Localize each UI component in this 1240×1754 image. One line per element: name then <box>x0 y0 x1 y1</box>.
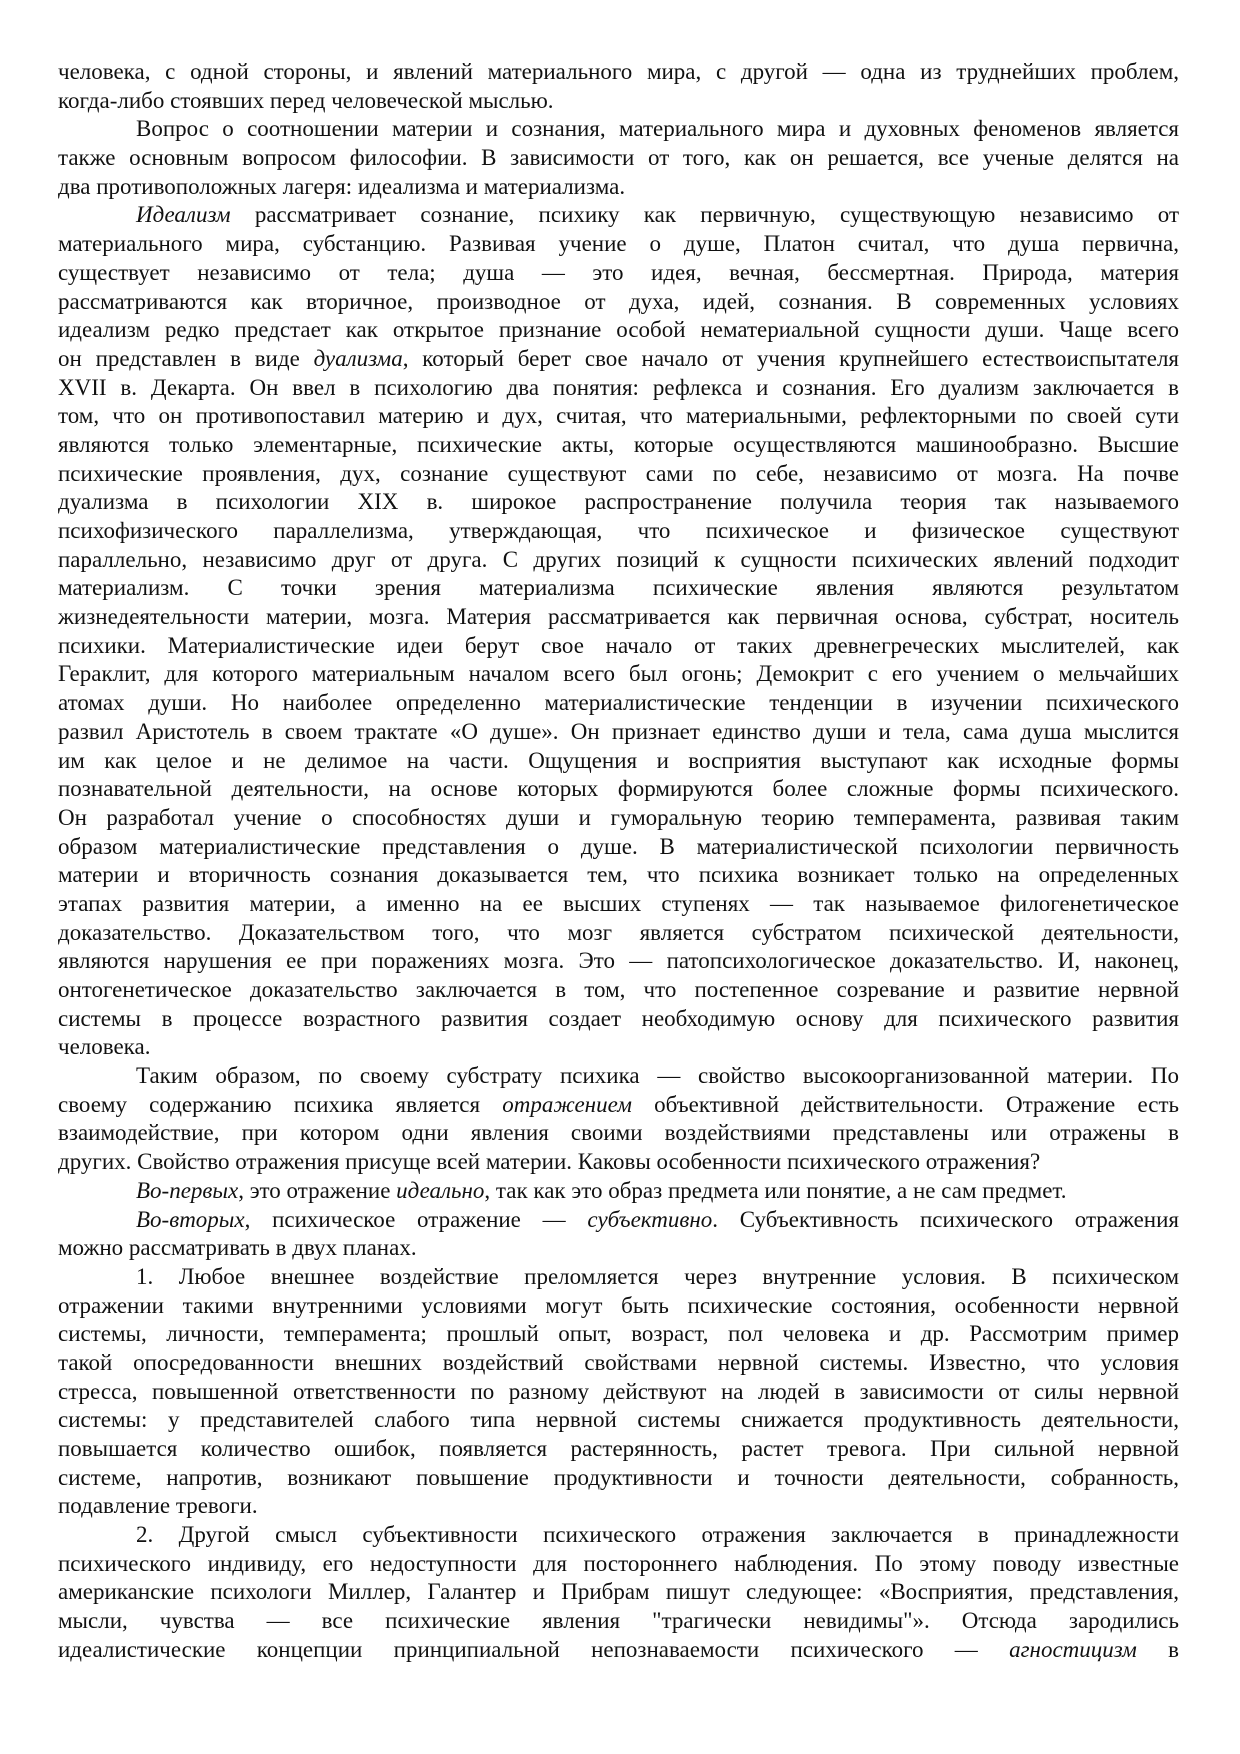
text-line <box>58 890 1179 919</box>
text-line <box>58 603 1179 632</box>
text-run: психического индивиду, его недоступности для постороннего наблюдения. По этому поводу известные <box>58 1550 1179 1576</box>
text-line <box>58 947 1179 976</box>
text-run: доказательство. Доказательством того, что мозг является субстратом психической деятельности, <box>58 919 1179 945</box>
text-line <box>58 1492 1179 1521</box>
text-line <box>58 488 1179 517</box>
italic-term: Во-первых <box>136 1177 239 1203</box>
text-run: им как целое и не делимое на части. Ощущения и восприятия выступают как исходные формы <box>58 747 1179 773</box>
text-run: системы: у представителей слабого типа нервной системы снижается продуктивность деятельности, <box>58 1407 1179 1433</box>
text-line <box>58 804 1179 833</box>
text-run: других. Свойство отражения присуще всей материи. Каковы особенности психического отражения? <box>58 1149 1041 1175</box>
text-run: Таким образом, по своему субстрату психика — свойство высокоорганизованной материи. По <box>136 1063 1179 1089</box>
text-line <box>58 402 1179 431</box>
text-line <box>58 861 1179 890</box>
text-line <box>58 230 1179 259</box>
text-line <box>58 1378 1179 1407</box>
text-run: 1. Любое внешнее воздействие преломляется через внутренние условия. В психическом <box>136 1263 1179 1289</box>
text-line <box>58 259 1179 288</box>
text-line <box>58 1636 1179 1665</box>
text-run: мысли, чувства — все психические явления "трагически невидимы"». Отсюда зародились <box>58 1608 1179 1634</box>
text-line <box>58 1206 1179 1235</box>
text-run: рассматривает сознание, психику как первичную, существующую независимо от <box>230 202 1179 228</box>
text-line <box>58 689 1179 718</box>
text-run: своему содержанию психика является <box>58 1091 503 1117</box>
text-line <box>58 976 1179 1005</box>
text-run: этапах развития материи, а именно на ее высших ступенях — так называемое филогенетическое <box>58 890 1179 916</box>
text-line <box>58 1177 1179 1206</box>
italic-term: субъективно <box>587 1206 713 1232</box>
text-line <box>58 1578 1179 1607</box>
text-run: психические проявления, дух, сознание существуют сами по себе, независимо от мозга. На почве <box>58 460 1179 486</box>
text-run: , который берет свое начало от учения крупнейшего естествоиспытателя <box>402 345 1179 371</box>
text-run: 2. Другой смысл субъективности психического отражения заключается в принадлежности <box>136 1522 1179 1548</box>
text-line <box>58 660 1179 689</box>
text-run: объективной действительности. Отражение есть <box>631 1091 1179 1117</box>
text-line <box>58 374 1179 403</box>
text-run: том, что он противопоставил материю и дух, считая, что материальными, рефлекторными по своей сути <box>58 403 1179 429</box>
text-line <box>58 345 1179 374</box>
text-run: Вопрос о соотношении материи и сознания, материального мира и духовных феноменов является <box>136 116 1179 142</box>
text-line <box>58 718 1179 747</box>
text-line <box>58 517 1179 546</box>
text-run: , так как это образ предмета или понятие, а не сам предмет. <box>484 1177 1067 1203</box>
text-run: рассматриваются как вторичное, производное от духа, идей, сознания. В современных условиях <box>58 288 1179 314</box>
text-run: взаимодействие, при котором одни явления своими воздействиями представлены или отражены в <box>58 1120 1179 1146</box>
text-line <box>58 58 1179 87</box>
text-run: также основным вопросом философии. В зависимости от того, как он решается, все ученые делятся на <box>58 145 1179 171</box>
text-line <box>58 1320 1179 1349</box>
text-line <box>58 574 1179 603</box>
text-line <box>58 1521 1179 1550</box>
text-line <box>58 1005 1179 1034</box>
italic-term: Во-вторых <box>136 1206 245 1232</box>
text-line <box>58 747 1179 776</box>
text-line <box>58 775 1179 804</box>
text-line <box>58 288 1179 317</box>
text-run: дуализма в психологии XIX в. широкое распространение получила теория так называемого <box>58 489 1179 515</box>
text-run: повышается количество ошибок, появляется растерянность, растет тревога. При сильной нервной <box>58 1436 1179 1461</box>
text-run: параллельно, независимо друг от друга. С других позиций к сущности психических явлений подходит <box>58 546 1179 572</box>
text-run: образом материалистические представления о душе. В материалистической психологии первичность <box>58 833 1179 859</box>
text-run: онтогенетическое доказательство заключается в том, что постепенное созревание и развитие нервной <box>58 977 1179 1002</box>
text-line <box>58 115 1179 144</box>
text-line <box>58 144 1179 173</box>
text-run: психофизического параллелизма, утверждающая, что психическое и физическое существуют <box>58 518 1179 543</box>
text-line <box>58 1349 1179 1378</box>
text-line <box>58 1550 1179 1579</box>
text-line <box>58 1406 1179 1435</box>
italic-term: Идеализм <box>136 202 231 228</box>
text-line <box>58 201 1179 230</box>
text-run: человека. <box>58 1034 151 1060</box>
text-line <box>58 87 1179 116</box>
text-run: человека, с одной стороны, и явлений материального мира, с другой — одна из труднейших проблем, <box>58 59 1179 84</box>
text-run: , это отражение <box>238 1177 397 1203</box>
italic-term: дуализма <box>313 345 403 371</box>
text-run: Он разработал учение о способностях души и гуморальную теорию темперамента, развивая таким <box>58 804 1179 830</box>
text-line <box>58 431 1179 460</box>
text-run: жизнедеятельности материи, мозга. Материя рассматривается как первичная основа, субстрат, носитель <box>58 604 1179 630</box>
text-run: Гераклит, для которого материальным началом всего был огонь; Демокрит с его учением о мельчайших <box>58 661 1179 687</box>
text-run: можно рассматривать в двух планах. <box>58 1235 417 1261</box>
text-line <box>58 1119 1179 1148</box>
text-run: он представлен в виде <box>58 345 314 371</box>
text-line <box>58 1435 1179 1464</box>
text-run: . Субъективность психического отражения <box>712 1206 1179 1232</box>
text-run: американские психологи Миллер, Галантер и Прибрам пишут следующее: «Восприятия, представления, <box>58 1579 1179 1605</box>
text-line <box>58 1607 1179 1636</box>
text-line <box>58 1062 1179 1091</box>
text-line <box>58 316 1179 345</box>
text-run: подавление тревоги. <box>58 1493 258 1519</box>
text-run: стресса, повышенной ответственности по разному действуют на людей в зависимости от силы нервной <box>58 1378 1179 1404</box>
text-run: существует независимо от тела; душа — это идея, вечная, бессмертная. Природа, материя <box>58 259 1179 285</box>
text-run: являются нарушения ее при поражениях мозга. Это — патопсихологическое доказательство. И, наконец, <box>58 948 1179 974</box>
text-run: материи и вторичность сознания доказывается тем, что психика возникает только на определенных <box>58 862 1179 888</box>
text-line <box>58 460 1179 489</box>
text-run: системе, напротив, возникают повышение продуктивности и точности деятельности, собранность, <box>58 1464 1179 1490</box>
italic-term: отражением <box>502 1091 632 1117</box>
text-line <box>58 173 1179 202</box>
text-run: XVII в. Декарта. Он ввел в психологию два понятия: рефлекса и сознания. Его дуализм заключается в <box>58 374 1179 400</box>
document-page <box>58 58 1179 1665</box>
text-run: идеалистические концепции принципиальной непознаваемости психического — <box>58 1636 1010 1662</box>
text-line <box>58 1234 1179 1263</box>
italic-term: агностицизм <box>1009 1636 1137 1662</box>
text-line <box>58 1263 1179 1292</box>
text-run: в <box>1136 1636 1179 1662</box>
text-line <box>58 1292 1179 1321</box>
text-run: , психическое отражение — <box>244 1206 588 1232</box>
text-line <box>58 1033 1179 1062</box>
text-run: материального мира, субстанцию. Развивая учение о душе, Платон считал, что душа первична, <box>58 231 1179 257</box>
text-run: материализм. С точки зрения материализма психические явления являются результатом <box>58 575 1179 601</box>
text-run: такой опосредованности внешних воздействий свойствами нервной системы. Известно, что условия <box>58 1349 1179 1375</box>
text-line <box>58 1148 1179 1177</box>
text-run: познавательной деятельности, на основе которых формируются более сложные формы психического. <box>58 776 1179 802</box>
text-run: являются только элементарные, психические акты, которые осуществляются машинообразно. Высшие <box>58 431 1179 457</box>
text-line <box>58 1091 1179 1120</box>
text-line <box>58 632 1179 661</box>
text-run: два противоположных лагеря: идеализма и материализма. <box>58 173 626 199</box>
text-run: психики. Материалистические идеи берут свое начало от таких древнегреческих мыслителей, как <box>58 632 1179 658</box>
text-run: системы в процессе возрастного развития создает необходимую основу для психического развития <box>58 1005 1179 1031</box>
text-line <box>58 1464 1179 1493</box>
italic-term: идеально <box>396 1177 485 1203</box>
text-line <box>58 546 1179 575</box>
text-line <box>58 919 1179 948</box>
text-run: атомах души. Но наиболее определенно материалистические тенденции в изучении психического <box>58 690 1179 716</box>
text-run: развил Аристотель в своем трактате «О душе». Он признает единство души и тела, сама душа мыслится <box>58 718 1179 744</box>
text-run: системы, личности, темперамента; прошлый опыт, возраст, пол человека и др. Рассмотрим пример <box>58 1321 1179 1347</box>
text-line <box>58 833 1179 862</box>
text-run: отражении такими внутренними условиями могут быть психические состояния, особенности нервной <box>58 1292 1179 1318</box>
text-run: когда-либо стоявших перед человеческой мыслью. <box>58 87 554 113</box>
text-run: идеализм редко предстает как открытое признание особой нематериальной сущности души. Чаще всего <box>58 317 1179 343</box>
